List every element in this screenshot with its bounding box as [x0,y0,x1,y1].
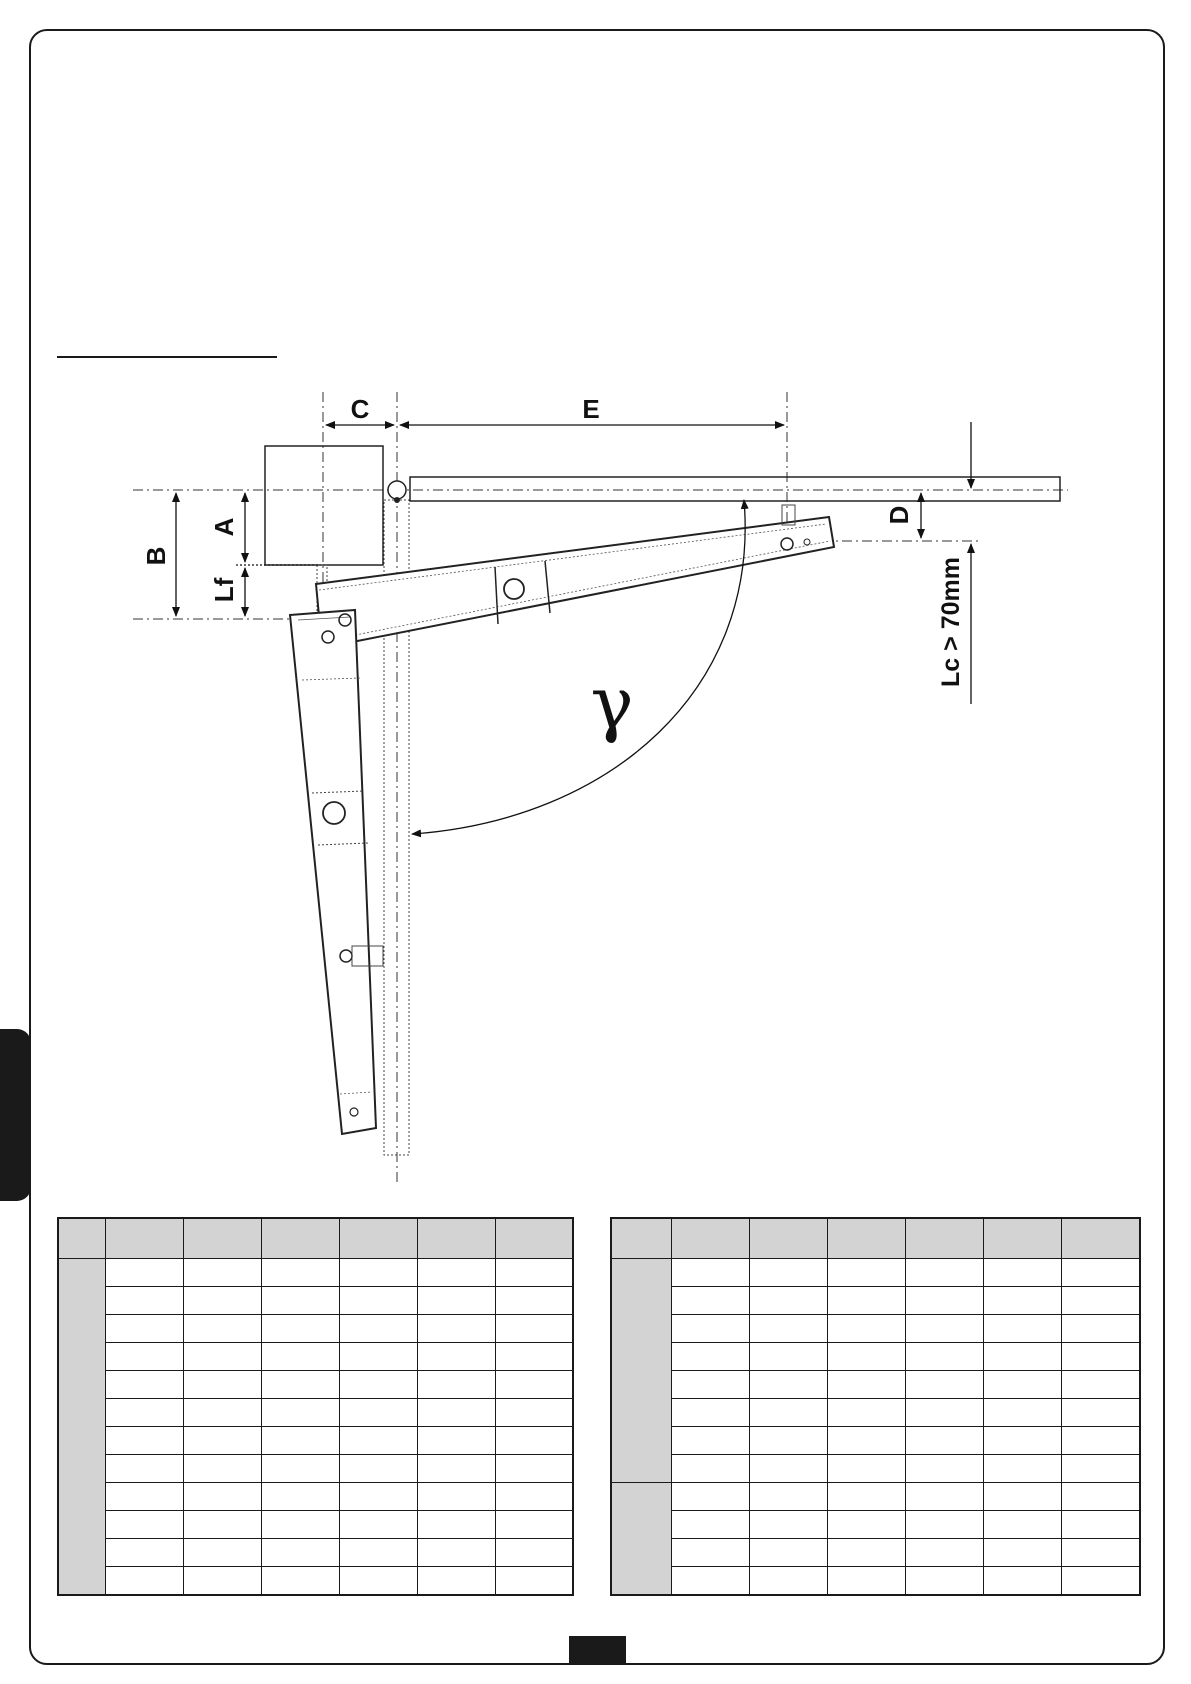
table-row [611,1427,1140,1455]
table-cell [749,1427,827,1455]
table-row [58,1399,573,1427]
table-cell [183,1567,261,1596]
table-cell [261,1343,339,1371]
table-cell [984,1427,1062,1455]
table-cell [105,1315,183,1343]
table-cell [417,1455,495,1483]
table-cell [183,1483,261,1511]
table-cell [339,1567,417,1596]
table-cell [1062,1371,1140,1399]
table-cell [261,1483,339,1511]
table-header-cell [339,1218,417,1259]
table-row [611,1511,1140,1539]
table-cell [261,1567,339,1596]
table-cell [984,1399,1062,1427]
table-cell [417,1399,495,1427]
operator-arm-open [316,505,834,648]
table-cell [905,1483,983,1511]
table-cell [417,1483,495,1511]
table-cell [339,1427,417,1455]
table-cell [905,1343,983,1371]
table-cell [183,1539,261,1567]
table-cell [671,1455,749,1483]
table-cell [984,1315,1062,1343]
table-cell [671,1259,749,1287]
table-cell [905,1427,983,1455]
table-cell [495,1539,573,1567]
table-cell [749,1483,827,1511]
table-row [58,1427,573,1455]
table-cell [1062,1315,1140,1343]
table-header-cell [749,1218,827,1259]
table-cell [905,1315,983,1343]
table-cell [261,1371,339,1399]
table-header-cell [827,1218,905,1259]
gate-leaf-open [410,477,1060,501]
table-cell [261,1511,339,1539]
table-row [58,1343,573,1371]
table-cell [905,1399,983,1427]
table-cell [984,1567,1062,1596]
table-cell [261,1539,339,1567]
table-row [611,1371,1140,1399]
table-cell [827,1483,905,1511]
table-cell [984,1483,1062,1511]
table-cell [183,1371,261,1399]
table-cell [495,1427,573,1455]
table-group-cell [611,1483,671,1596]
table-cell [749,1343,827,1371]
table-row [58,1259,573,1287]
gate-hinge [388,481,406,499]
table-cell [339,1483,417,1511]
table-row [611,1399,1140,1427]
dimension-table-left [57,1217,574,1596]
table-cell [905,1371,983,1399]
table-row [611,1455,1140,1483]
table-cell [749,1567,827,1596]
table-cell [183,1427,261,1455]
table-row [58,1511,573,1539]
table-cell [261,1399,339,1427]
table-header-cell [984,1218,1062,1259]
angle-label-gamma: γ [590,661,634,745]
table-cell [105,1511,183,1539]
table-cell [749,1371,827,1399]
table-cell [261,1259,339,1287]
table-cell [905,1511,983,1539]
table-cell [495,1315,573,1343]
table-cell [339,1539,417,1567]
table-cell [339,1455,417,1483]
table-row [611,1567,1140,1596]
table-cell [1062,1539,1140,1567]
table-row [58,1567,573,1596]
table-cell [417,1539,495,1567]
table-header-cell [183,1218,261,1259]
table-cell [105,1259,183,1287]
table-header-cell [905,1218,983,1259]
table-cell [671,1399,749,1427]
table-cell [339,1399,417,1427]
table-cell [827,1399,905,1427]
gate-hinge-center [394,497,400,503]
table-cell [749,1539,827,1567]
table-cell [749,1455,827,1483]
table-cell [749,1259,827,1287]
table-cell [1062,1259,1140,1287]
table-cell [183,1315,261,1343]
table-cell [671,1511,749,1539]
table-row [58,1315,573,1343]
table-header-row [611,1218,1140,1259]
table-cell [749,1287,827,1315]
table-cell [827,1259,905,1287]
table-cell [495,1259,573,1287]
table-cell [905,1287,983,1315]
table-cell [905,1567,983,1596]
table-header-cell [261,1218,339,1259]
table-cell [183,1399,261,1427]
table-header-cell [58,1218,105,1259]
table-cell [105,1287,183,1315]
table-cell [1062,1343,1140,1371]
table-cell [339,1259,417,1287]
table-cell [495,1567,573,1596]
table-cell [105,1427,183,1455]
table-cell [671,1287,749,1315]
table-cell [495,1511,573,1539]
dim-label-b: B [141,546,171,566]
table-cell [183,1511,261,1539]
dim-label-d: D [884,505,914,525]
dim-label-lc: Lc > 70mm [937,557,965,687]
table-cell [1062,1483,1140,1511]
table-cell [984,1371,1062,1399]
table-cell [261,1315,339,1343]
table-header-cell [495,1218,573,1259]
table-cell [827,1567,905,1596]
table-cell [183,1343,261,1371]
table-cell [671,1427,749,1455]
table-row [611,1287,1140,1315]
table-row [611,1259,1140,1287]
table-cell [827,1287,905,1315]
dim-label-e: E [582,394,600,424]
table-cell [339,1287,417,1315]
table-cell [984,1287,1062,1315]
table-cell [417,1287,495,1315]
table-row [611,1539,1140,1567]
table-cell [183,1287,261,1315]
dim-label-a: A [209,517,239,537]
table-cell [1062,1399,1140,1427]
table-cell [1062,1427,1140,1455]
table-cell [495,1371,573,1399]
operator-arm-closed [290,610,383,1134]
dimension-table-right [610,1217,1141,1596]
table-cell [671,1539,749,1567]
table-cell [105,1483,183,1511]
table-cell [905,1539,983,1567]
table-cell [827,1315,905,1343]
table-header-cell [671,1218,749,1259]
table-row [58,1287,573,1315]
table-row [611,1315,1140,1343]
table-cell [827,1455,905,1483]
table-group-cell [611,1259,671,1483]
table-cell [183,1455,261,1483]
table-cell [105,1371,183,1399]
table-cell [339,1343,417,1371]
table-cell [905,1259,983,1287]
table-cell [417,1343,495,1371]
table-header-row [58,1218,573,1259]
table-cell [417,1259,495,1287]
table-row [58,1539,573,1567]
table-row [611,1343,1140,1371]
table-row [611,1483,1140,1511]
table-cell [417,1371,495,1399]
table-cell [339,1315,417,1343]
table-group-cell [58,1259,105,1596]
table-cell [827,1343,905,1371]
table-cell [105,1455,183,1483]
table-header-cell [1062,1218,1140,1259]
table-cell [1062,1455,1140,1483]
table-cell [261,1287,339,1315]
table-cell [495,1287,573,1315]
table-cell [105,1343,183,1371]
table-cell [417,1567,495,1596]
table-cell [827,1371,905,1399]
table-cell [495,1343,573,1371]
page-number-box [569,1636,626,1663]
table-cell [261,1427,339,1455]
table-cell [984,1539,1062,1567]
table-cell [339,1511,417,1539]
table-row [58,1371,573,1399]
table-cell [984,1259,1062,1287]
table-cell [749,1315,827,1343]
table-cell [105,1539,183,1567]
table-cell [339,1371,417,1399]
table-cell [984,1511,1062,1539]
table-cell [1062,1567,1140,1596]
table-cell [671,1483,749,1511]
table-cell [984,1455,1062,1483]
table-cell [671,1567,749,1596]
table-header-cell [611,1218,671,1259]
motor-bracket [265,446,383,565]
table-cell [749,1399,827,1427]
dim-label-c: C [350,394,370,424]
table-cell [417,1315,495,1343]
table-cell [905,1455,983,1483]
table-cell [671,1371,749,1399]
table-cell [1062,1287,1140,1315]
table-cell [495,1455,573,1483]
table-cell [671,1343,749,1371]
table-cell [495,1399,573,1427]
table-cell [417,1427,495,1455]
dim-label-lf: Lf [209,577,239,603]
table-row [58,1483,573,1511]
table-cell [417,1511,495,1539]
table-cell [827,1539,905,1567]
table-row [58,1455,573,1483]
table-cell [105,1567,183,1596]
table-cell [105,1399,183,1427]
table-cell [261,1455,339,1483]
construction-lines [133,392,1068,1182]
table-cell [827,1511,905,1539]
table-header-cell [105,1218,183,1259]
table-cell [183,1259,261,1287]
table-cell [984,1343,1062,1371]
table-cell [749,1511,827,1539]
table-cell [827,1427,905,1455]
table-header-cell [417,1218,495,1259]
table-cell [1062,1511,1140,1539]
table-cell [495,1483,573,1511]
table-cell [671,1315,749,1343]
